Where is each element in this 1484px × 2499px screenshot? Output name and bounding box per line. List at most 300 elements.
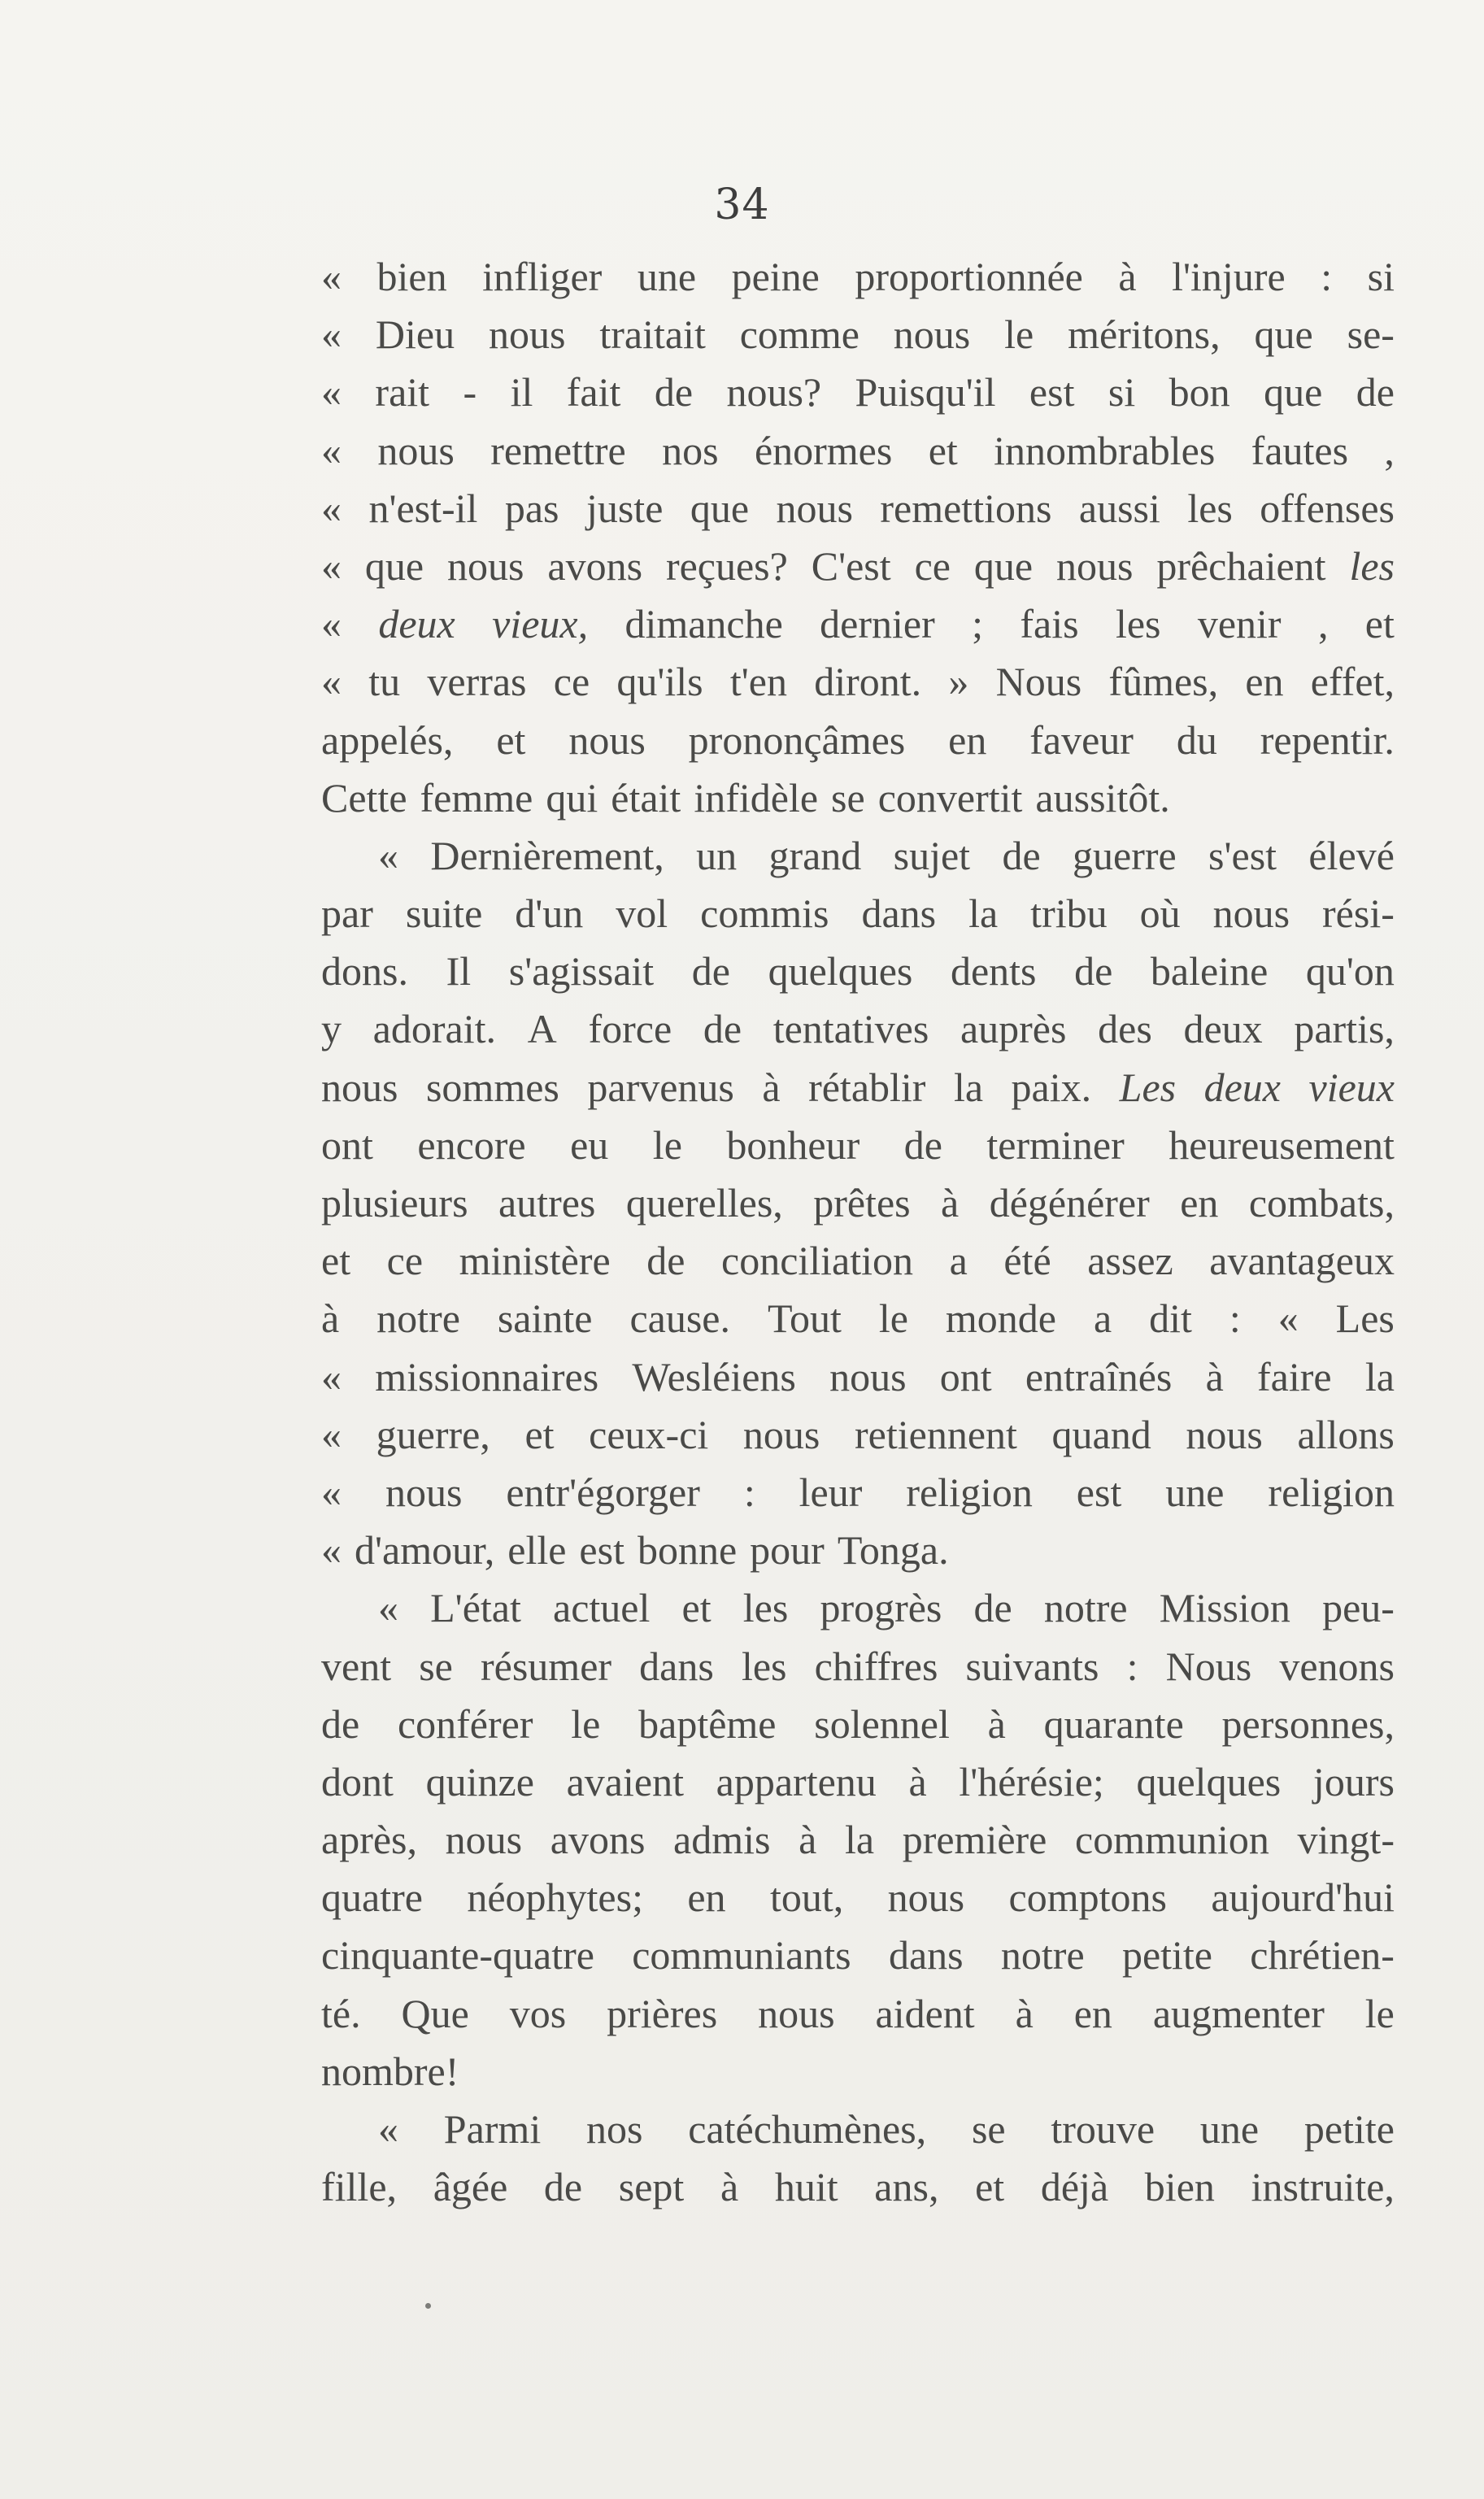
word: dons.	[321, 948, 408, 995]
word: offenses	[1260, 485, 1395, 531]
word: monde	[945, 1295, 1056, 1342]
word: fait	[566, 369, 621, 416]
word: comptons	[1008, 1874, 1167, 1921]
word: dimanche	[624, 601, 783, 647]
word: Que	[401, 1990, 469, 2036]
word: la	[968, 890, 999, 937]
word: les	[741, 1643, 787, 1689]
word: les	[1349, 542, 1395, 589]
word: cinquante-quatre	[321, 1932, 594, 1979]
word: de	[1356, 369, 1395, 416]
word: baleine	[1150, 948, 1269, 995]
word: nous	[742, 1411, 820, 1457]
word: nous	[385, 1469, 463, 1515]
word: et	[681, 1585, 712, 1631]
word: la	[1364, 1353, 1395, 1400]
text-line	[321, 2158, 1395, 2216]
word: solennel	[814, 1700, 950, 1747]
word: «	[321, 1527, 342, 1574]
word: d'un	[515, 890, 584, 937]
word: appartenu	[716, 1758, 877, 1805]
word: vent	[321, 1643, 392, 1689]
word: admis	[673, 1817, 771, 1863]
text-line	[321, 1174, 1395, 1232]
text-line	[321, 1638, 1395, 1696]
word: de	[543, 2164, 583, 2210]
word: «	[378, 1585, 398, 1631]
word: vos	[509, 1990, 567, 2036]
word: sainte	[497, 1295, 593, 1342]
word: une	[1165, 1469, 1225, 1515]
word: conciliation	[721, 1238, 914, 1284]
word: vol	[616, 890, 668, 937]
word: ce	[386, 1238, 424, 1284]
word: fais	[1020, 601, 1079, 647]
word: si	[1108, 369, 1136, 416]
word: quatre	[321, 1874, 423, 1921]
word: de	[646, 1238, 685, 1284]
word: adorait.	[372, 1006, 496, 1052]
word: sujet	[893, 832, 971, 878]
text-line	[321, 1926, 1395, 1984]
word: à	[908, 1758, 927, 1805]
word: appelés,	[321, 716, 454, 763]
word: suivants	[965, 1643, 1099, 1689]
word: prêtes	[813, 1180, 911, 1226]
word: à	[762, 1064, 781, 1110]
text-line	[321, 1464, 1395, 1522]
word: avons	[550, 1817, 646, 1863]
text-line	[321, 1406, 1395, 1464]
word: effet,	[1310, 659, 1395, 705]
word: jours	[1312, 1758, 1395, 1805]
word: infliger	[482, 254, 603, 299]
word: Il	[446, 948, 472, 995]
word: peu-	[1322, 1585, 1395, 1631]
word: rétablir	[808, 1064, 926, 1110]
word: religion	[906, 1469, 1033, 1515]
word: guerre	[1073, 832, 1177, 878]
word: nous	[377, 427, 455, 473]
word: nos	[662, 427, 719, 473]
word: et	[928, 427, 958, 473]
word: peine	[731, 254, 820, 299]
word: tout,	[769, 1874, 844, 1921]
word: de	[973, 1585, 1012, 1631]
word: en	[1245, 659, 1284, 705]
word: un	[696, 832, 738, 878]
word: ont	[939, 1353, 992, 1400]
word: Dernièrement,	[430, 832, 664, 878]
word: de	[903, 1121, 942, 1168]
word: chiffres	[814, 1643, 938, 1689]
word: la	[844, 1817, 875, 1863]
word: «	[378, 832, 398, 878]
word: t'en	[729, 659, 787, 705]
word: vieux	[1308, 1064, 1395, 1110]
text-line	[321, 1985, 1395, 2043]
word: elle	[507, 1527, 567, 1574]
text-line	[321, 1579, 1395, 1637]
word: ce	[553, 659, 590, 705]
word: guerre,	[376, 1411, 490, 1457]
word: quinze	[425, 1758, 534, 1805]
word: à	[1015, 1990, 1034, 2036]
word: à	[987, 1700, 1006, 1747]
word: tu	[368, 659, 401, 705]
word: dégénérer	[989, 1180, 1150, 1226]
word: à	[941, 1180, 960, 1226]
word: est	[579, 1527, 624, 1574]
word: prières	[607, 1990, 718, 2036]
word: par	[321, 890, 373, 937]
word: notre	[1043, 1585, 1128, 1631]
word: religion	[1268, 1469, 1395, 1515]
word: huit	[774, 2164, 838, 2210]
word: l'hérésie;	[959, 1758, 1104, 1805]
word: paix.	[1011, 1064, 1092, 1110]
word: notre	[1000, 1932, 1085, 1979]
word: que	[1264, 369, 1323, 416]
text-line	[321, 1117, 1395, 1174]
word: le	[571, 1700, 601, 1747]
word: est	[1029, 369, 1075, 416]
word: Parmi	[443, 2106, 542, 2152]
word: nous	[887, 1874, 965, 1921]
word: allons	[1297, 1411, 1395, 1457]
word: personnes,	[1221, 1700, 1395, 1747]
text-line	[321, 1348, 1395, 1406]
word: pas	[504, 485, 559, 531]
word: -	[463, 369, 477, 416]
text-line	[321, 1059, 1395, 1117]
text-line	[321, 943, 1395, 1000]
body-text	[321, 248, 1395, 2216]
word: que	[364, 542, 424, 589]
word: juste	[585, 485, 664, 531]
word: eu	[570, 1121, 609, 1168]
word: femme	[420, 774, 533, 821]
word: bonheur	[726, 1121, 860, 1168]
word: été	[1003, 1238, 1051, 1284]
word: de	[1074, 948, 1113, 995]
word: augmenter	[1152, 1990, 1325, 2036]
word: à	[1205, 1353, 1224, 1400]
word: «	[321, 1469, 342, 1515]
page-number: 34	[714, 181, 770, 229]
word: dit	[1149, 1295, 1192, 1342]
word: querelles,	[625, 1180, 783, 1226]
word: n'est-il	[368, 485, 478, 531]
word: Tonga.	[837, 1527, 949, 1574]
word: où	[1139, 890, 1181, 937]
text-line	[321, 1869, 1395, 1926]
word: quarante	[1043, 1700, 1184, 1747]
word: dans	[639, 1643, 714, 1689]
word: de	[691, 948, 730, 995]
word: s'agissait	[508, 948, 655, 995]
text-line	[321, 1000, 1395, 1058]
word: comme	[739, 311, 860, 358]
word: auprès	[960, 1006, 1067, 1052]
word: grand	[768, 832, 862, 878]
word: Puisqu'il	[855, 369, 996, 416]
word: venons	[1279, 1643, 1395, 1689]
word: autres	[498, 1180, 596, 1226]
word: se-	[1347, 311, 1395, 358]
word: élevé	[1308, 832, 1395, 878]
word: baptême	[638, 1700, 777, 1747]
text-line	[321, 248, 1395, 306]
text-line	[321, 885, 1395, 943]
word: se	[971, 2106, 1006, 2152]
word: méritons,	[1068, 311, 1221, 358]
word: et	[1364, 601, 1395, 647]
word: et	[496, 716, 526, 763]
word: remettions	[880, 485, 1052, 531]
word: qu'on	[1305, 948, 1395, 995]
word: une	[637, 254, 697, 299]
word: notre	[376, 1295, 460, 1342]
word: repentir.	[1260, 716, 1395, 763]
word: le	[652, 1121, 682, 1168]
word: sept	[618, 2164, 685, 2210]
word: C'est	[811, 542, 891, 589]
text-line	[321, 2101, 1395, 2158]
word: dernier	[820, 601, 935, 647]
text-line	[321, 769, 1395, 827]
text-line	[321, 306, 1395, 364]
word: infidèle	[694, 774, 819, 821]
word: prêchaient	[1156, 542, 1326, 589]
word: combats,	[1248, 1180, 1395, 1226]
word: progrès	[820, 1585, 942, 1631]
text-line	[321, 422, 1395, 480]
word: petite	[1303, 2106, 1395, 2152]
word: et	[975, 2164, 1005, 2210]
word: le	[1364, 1990, 1395, 2036]
word: :	[1126, 1643, 1138, 1689]
word: chrétien-	[1250, 1932, 1395, 1979]
word: énormes	[754, 427, 893, 473]
word: se	[419, 1643, 453, 1689]
text-line	[321, 595, 1395, 653]
text-line	[321, 653, 1395, 711]
word: avons	[547, 542, 643, 589]
word: faveur	[1029, 716, 1134, 763]
word: retiennent	[855, 1411, 1017, 1457]
word: fautes	[1251, 427, 1349, 473]
word: «	[321, 485, 342, 531]
word: heureusement	[1168, 1121, 1395, 1168]
text-line	[321, 712, 1395, 769]
word: commis	[700, 890, 829, 937]
word: avaient	[566, 1758, 684, 1805]
word: vingt-	[1297, 1817, 1395, 1863]
word: des	[1098, 1006, 1152, 1052]
word: la	[953, 1064, 984, 1110]
word: rait	[375, 369, 430, 416]
text-line	[321, 1232, 1395, 1290]
word: ans,	[874, 2164, 939, 2210]
word: actuel	[553, 1585, 651, 1631]
word: nous	[758, 1990, 835, 2036]
ink-speck	[425, 2303, 431, 2309]
word: verras	[427, 659, 527, 705]
word: quelques	[1136, 1758, 1282, 1805]
word: petite	[1121, 1932, 1212, 1979]
word: vieux,	[492, 601, 589, 647]
word: ;	[972, 601, 984, 647]
word: quelques	[768, 948, 913, 995]
word: et	[524, 1411, 555, 1457]
word: fille,	[321, 2164, 398, 2210]
word: proportionnée	[855, 254, 1083, 299]
word: Cette	[321, 774, 407, 821]
word: se	[831, 774, 865, 821]
word: parvenus	[587, 1064, 734, 1110]
word: nous	[893, 311, 971, 358]
word: A	[527, 1006, 557, 1052]
text-line	[321, 364, 1395, 421]
word: ce	[914, 542, 951, 589]
word: qu'ils	[616, 659, 703, 705]
word: avantageux	[1209, 1238, 1395, 1284]
word: terminer	[986, 1121, 1125, 1168]
word: encore	[417, 1121, 526, 1168]
word: du	[1176, 716, 1217, 763]
word: leur	[799, 1469, 863, 1515]
word: :	[1321, 254, 1333, 299]
word: ceux-ci	[589, 1411, 709, 1457]
word: si	[1367, 254, 1395, 299]
word: prononçâmes	[688, 716, 906, 763]
word: pour	[750, 1527, 825, 1574]
word: nous	[321, 1064, 398, 1110]
word: il	[510, 369, 533, 416]
word: instruite,	[1251, 2164, 1395, 2210]
word: nous	[829, 1353, 907, 1400]
word: nous	[488, 311, 566, 358]
word: et	[321, 1238, 351, 1284]
word: de	[654, 369, 694, 416]
text-line	[321, 1522, 1395, 1579]
word: dents	[950, 948, 1037, 995]
word: missionnaires	[375, 1353, 599, 1400]
word: ,	[1384, 427, 1395, 473]
word: fûmes,	[1108, 659, 1219, 705]
word: aujourd'hui	[1211, 1874, 1395, 1921]
word: «	[321, 369, 342, 416]
text-line	[321, 1290, 1395, 1347]
word: d'amour,	[355, 1527, 495, 1574]
text-line	[321, 1753, 1395, 1811]
word: venir	[1197, 601, 1282, 647]
word: était	[611, 774, 681, 821]
word: communion	[1075, 1817, 1269, 1863]
word: nous	[1055, 542, 1134, 589]
word: dont	[321, 1758, 394, 1805]
word: L'état	[430, 1585, 521, 1631]
word: le	[1004, 311, 1034, 358]
word: deux	[1203, 1064, 1281, 1110]
word: tribu	[1030, 890, 1108, 937]
word: résumer	[481, 1643, 612, 1689]
word: :	[743, 1469, 755, 1515]
word: les	[1187, 485, 1233, 531]
word: »	[948, 659, 969, 705]
word: bon	[1168, 369, 1230, 416]
word: «	[378, 2106, 398, 2152]
word: qui	[546, 774, 598, 821]
word: les	[742, 1585, 789, 1631]
word: reçues?	[665, 542, 788, 589]
word: conférer	[397, 1700, 533, 1747]
word: aident	[875, 1990, 975, 2036]
text-line	[321, 1811, 1395, 1869]
word: «	[321, 254, 342, 299]
word: convertit	[877, 774, 1023, 821]
word: partis,	[1294, 1006, 1395, 1052]
word: communiants	[632, 1932, 851, 1979]
word: innombrables	[994, 427, 1216, 473]
word: en	[948, 716, 987, 763]
word: à	[1118, 254, 1137, 299]
word: nos	[586, 2106, 643, 2152]
text-line	[321, 538, 1395, 595]
word: Mission	[1159, 1585, 1290, 1631]
word: entr'égorger	[506, 1469, 700, 1515]
word: de	[703, 1006, 742, 1052]
word: :	[1229, 1295, 1241, 1342]
word: le	[878, 1295, 908, 1342]
word: en	[687, 1874, 726, 1921]
word: à	[321, 1295, 340, 1342]
word: y	[321, 1006, 342, 1052]
word: est	[1076, 1469, 1122, 1515]
word: suite	[405, 890, 483, 937]
word: Wesléiens	[632, 1353, 796, 1400]
word: de	[321, 1700, 360, 1747]
word: ,	[1317, 601, 1329, 647]
text-line	[321, 2043, 1395, 2101]
word: en	[1180, 1180, 1219, 1226]
word: bonne	[637, 1527, 738, 1574]
word: à	[720, 2164, 739, 2210]
word: première	[902, 1817, 1047, 1863]
word: bien	[376, 254, 447, 299]
word: nous	[776, 485, 853, 531]
word: «	[321, 311, 342, 358]
word: «	[321, 1411, 342, 1457]
word: une	[1199, 2106, 1260, 2152]
word: nombre!	[321, 2048, 459, 2094]
word: l'injure	[1172, 254, 1286, 299]
word: diront.	[814, 659, 922, 705]
word: bien	[1144, 2164, 1215, 2210]
word: dans	[861, 890, 937, 937]
word: quand	[1051, 1411, 1151, 1457]
word: «	[321, 601, 342, 647]
word: Dieu	[375, 311, 455, 358]
word: dans	[888, 1932, 964, 1979]
word: faire	[1257, 1353, 1332, 1400]
word: a	[1093, 1295, 1112, 1342]
word: remettre	[490, 427, 626, 473]
word: «	[321, 542, 342, 589]
word: nous?	[726, 369, 822, 416]
word: Nous	[995, 659, 1082, 705]
